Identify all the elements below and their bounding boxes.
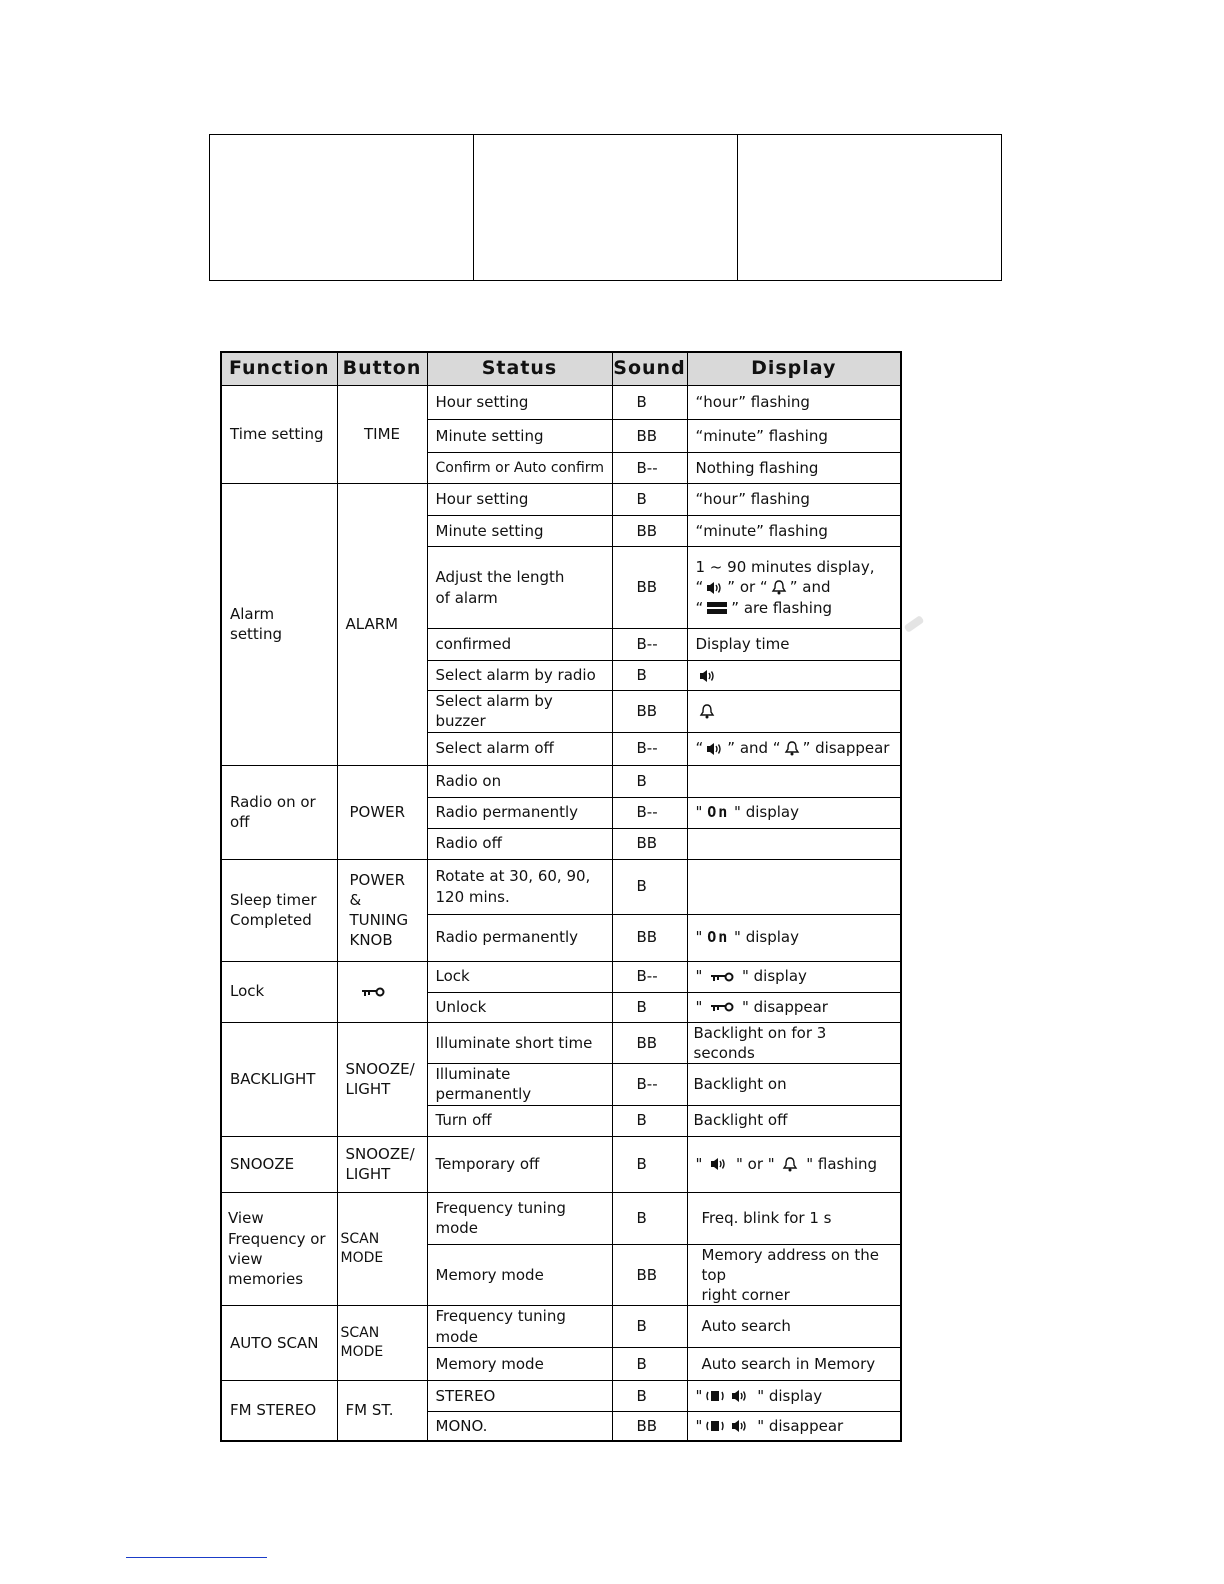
table-row — [221, 1192, 901, 1244]
function-cell: View Frequency or view memories — [221, 1192, 337, 1306]
button-cell: POWER — [337, 765, 427, 859]
radio-alarm-icon — [706, 581, 724, 595]
status-cell: Minute setting — [427, 516, 612, 547]
empty-cell — [210, 135, 474, 281]
display-text: " disappear — [757, 1416, 844, 1435]
bell-icon — [782, 1157, 798, 1172]
table-row — [221, 765, 901, 797]
sound-cell: B — [612, 1105, 687, 1136]
status-cell: Select alarm by radio — [427, 661, 612, 691]
display-cell: Backlight off — [687, 1105, 901, 1136]
status-cell: Minute setting — [427, 420, 612, 453]
radio-alarm-icon — [699, 669, 717, 683]
sound-cell: B — [612, 992, 687, 1022]
status-cell: Select alarm off — [427, 732, 612, 765]
display-text: ” are flashing — [731, 598, 833, 617]
button-cell — [337, 961, 427, 1022]
status-cell: Select alarm by buzzer — [427, 691, 612, 733]
status-cell: Memory mode — [427, 1347, 612, 1380]
sound-cell: B — [612, 661, 687, 691]
sound-cell: BB — [612, 691, 687, 733]
scan-mark — [904, 615, 925, 633]
display-cell — [687, 797, 901, 828]
display-text: ” or “ — [727, 578, 768, 597]
sound-cell: B — [612, 386, 687, 420]
display-text: " or " — [735, 1154, 775, 1173]
status-cell: STEREO — [427, 1380, 612, 1411]
display-cell — [687, 1380, 901, 1411]
status-cell: Confirm or Auto confirm — [427, 453, 612, 484]
display-cell — [687, 828, 901, 859]
radio-alarm-icon — [710, 1157, 728, 1171]
display-text: " display — [741, 967, 807, 986]
sound-cell: BB — [612, 828, 687, 859]
table-row — [221, 386, 901, 420]
button-cell: SNOOZE/ LIGHT — [337, 1022, 427, 1136]
display-cell — [687, 765, 901, 797]
button-cell: SCAN MODE — [337, 1192, 427, 1306]
function-cell: SNOOZE — [221, 1136, 337, 1192]
status-cell: Lock — [427, 961, 612, 992]
sound-cell: B — [612, 765, 687, 797]
display-cell — [687, 691, 901, 733]
display-cell: Backlight on — [687, 1064, 901, 1106]
sound-cell: BB — [612, 1244, 687, 1306]
status-cell: confirmed — [427, 629, 612, 661]
bell-icon — [784, 741, 800, 756]
function-table — [220, 351, 902, 1442]
display-text: ” and — [789, 578, 831, 597]
empty-cell — [474, 135, 738, 281]
stereo-icon — [705, 1419, 725, 1433]
status-cell: Frequency tuning mode — [427, 1306, 612, 1348]
table-row — [221, 1380, 901, 1411]
status-cell: Adjust the length of alarm — [427, 547, 612, 629]
function-cell: Radio on or off — [221, 765, 337, 859]
display-text: " flashing — [806, 1154, 878, 1173]
button-cell: SCAN MODE — [337, 1306, 427, 1381]
sleep-icon — [706, 601, 728, 615]
on-segment-display: On — [707, 803, 730, 822]
col-header-button: Button — [337, 352, 427, 386]
status-cell: MONO. — [427, 1411, 612, 1441]
display-line — [696, 598, 893, 618]
display-cell — [687, 992, 901, 1022]
sound-cell: B — [612, 1136, 687, 1192]
quote: " — [695, 1386, 703, 1405]
sound-cell: BB — [612, 1411, 687, 1441]
button-cell: FM ST. — [337, 1380, 427, 1441]
display-cell: Memory address on the top right corner — [687, 1244, 901, 1306]
table-row — [221, 1306, 901, 1348]
quote: " — [695, 1154, 703, 1173]
display-cell: Auto search in Memory — [687, 1347, 901, 1380]
quote: " — [695, 928, 703, 947]
key-icon — [710, 972, 734, 982]
sound-cell: B — [612, 484, 687, 516]
stereo-icon — [705, 1389, 725, 1403]
table-row — [221, 1136, 901, 1192]
button-cell: ALARM — [337, 484, 427, 766]
quote: " — [695, 967, 703, 986]
status-cell: Rotate at 30, 60, 90, 120 mins. — [427, 859, 612, 914]
key-icon — [710, 1002, 734, 1012]
button-cell: POWER & TUNING KNOB — [337, 859, 427, 961]
status-cell: Hour setting — [427, 484, 612, 516]
col-header-display: Display — [687, 352, 901, 386]
status-cell: Radio permanently — [427, 797, 612, 828]
status-cell: Illuminate short time — [427, 1022, 612, 1064]
sound-cell: B — [612, 859, 687, 914]
function-cell: Alarm setting — [221, 484, 337, 766]
col-header-status: Status — [427, 352, 612, 386]
display-cell — [687, 961, 901, 992]
sound-cell: BB — [612, 420, 687, 453]
display-cell: Freq. blink for 1 s — [687, 1192, 901, 1244]
sound-cell: B-- — [612, 797, 687, 828]
status-cell: Hour setting — [427, 386, 612, 420]
bell-icon — [699, 704, 715, 719]
sound-cell: B — [612, 1380, 687, 1411]
sound-cell: B — [612, 1192, 687, 1244]
quote: “ — [695, 739, 704, 758]
display-cell: Backlight on for 3 seconds — [687, 1022, 901, 1064]
display-text: ” disappear — [802, 739, 890, 758]
status-cell: Turn off — [427, 1105, 612, 1136]
sound-cell: BB — [612, 914, 687, 961]
sound-cell: BB — [612, 516, 687, 547]
display-text: " disappear — [741, 997, 828, 1016]
table-row — [221, 484, 901, 516]
display-cell — [687, 914, 901, 961]
sound-cell: B-- — [612, 629, 687, 661]
display-cell — [687, 1136, 901, 1192]
status-cell: Unlock — [427, 992, 612, 1022]
display-line — [696, 577, 893, 597]
sound-cell: B — [612, 1306, 687, 1348]
display-cell — [687, 547, 901, 629]
sound-cell: B — [612, 1347, 687, 1380]
button-cell: SNOOZE/ LIGHT — [337, 1136, 427, 1192]
display-cell: “minute” flashing — [687, 420, 901, 453]
header-row — [221, 352, 901, 386]
sound-cell: B-- — [612, 1064, 687, 1106]
sound-cell: BB — [612, 1022, 687, 1064]
display-text: " display — [734, 803, 799, 822]
function-cell: Sleep timer Completed — [221, 859, 337, 961]
display-line: 1 ~ 90 minutes display, — [695, 558, 875, 577]
footnote-separator — [126, 1557, 267, 1558]
quote: " — [695, 803, 703, 822]
sound-cell: B-- — [612, 961, 687, 992]
display-cell: “hour” flashing — [687, 484, 901, 516]
button-cell: TIME — [337, 386, 427, 484]
sound-cell: B-- — [612, 732, 687, 765]
display-cell — [687, 1411, 901, 1441]
function-cell: Time setting — [221, 386, 337, 484]
quote: “ — [695, 578, 704, 597]
key-icon — [361, 987, 385, 997]
radio-alarm-icon — [731, 1389, 749, 1403]
col-header-sound: Sound — [612, 352, 687, 386]
display-cell: “hour” flashing — [687, 386, 901, 420]
on-segment-display: On — [707, 928, 730, 947]
display-cell: Nothing flashing — [687, 453, 901, 484]
display-text: " display — [757, 1386, 823, 1405]
function-cell: Lock — [221, 961, 337, 1022]
quote: " — [695, 997, 703, 1016]
table-row — [221, 961, 901, 992]
display-text: " display — [734, 928, 799, 947]
empty-cell — [738, 135, 1002, 281]
empty-header-table — [209, 134, 1002, 281]
display-cell: Auto search — [687, 1306, 901, 1348]
col-header-function: Function — [221, 352, 337, 386]
status-cell: Radio permanently — [427, 914, 612, 961]
function-cell: BACKLIGHT — [221, 1022, 337, 1136]
function-cell: AUTO SCAN — [221, 1306, 337, 1381]
display-cell: “minute” flashing — [687, 516, 901, 547]
table-row — [221, 1022, 901, 1064]
table-row — [221, 859, 901, 914]
status-cell: Radio off — [427, 828, 612, 859]
radio-alarm-icon — [706, 742, 724, 756]
status-cell: Frequency tuning mode — [427, 1192, 612, 1244]
function-cell: FM STEREO — [221, 1380, 337, 1441]
display-cell — [687, 859, 901, 914]
radio-alarm-icon — [731, 1419, 749, 1433]
display-cell — [687, 732, 901, 765]
sound-cell: B-- — [612, 453, 687, 484]
status-cell: Memory mode — [427, 1244, 612, 1306]
status-cell: Radio on — [427, 765, 612, 797]
display-cell: Display time — [687, 629, 901, 661]
status-cell: Illuminate permanently — [427, 1064, 612, 1106]
quote: " — [695, 1416, 703, 1435]
sound-cell: BB — [612, 547, 687, 629]
display-text: ” and “ — [727, 739, 781, 758]
quote: “ — [695, 598, 704, 617]
display-cell — [687, 661, 901, 691]
bell-icon — [771, 580, 787, 595]
status-cell: Temporary off — [427, 1136, 612, 1192]
